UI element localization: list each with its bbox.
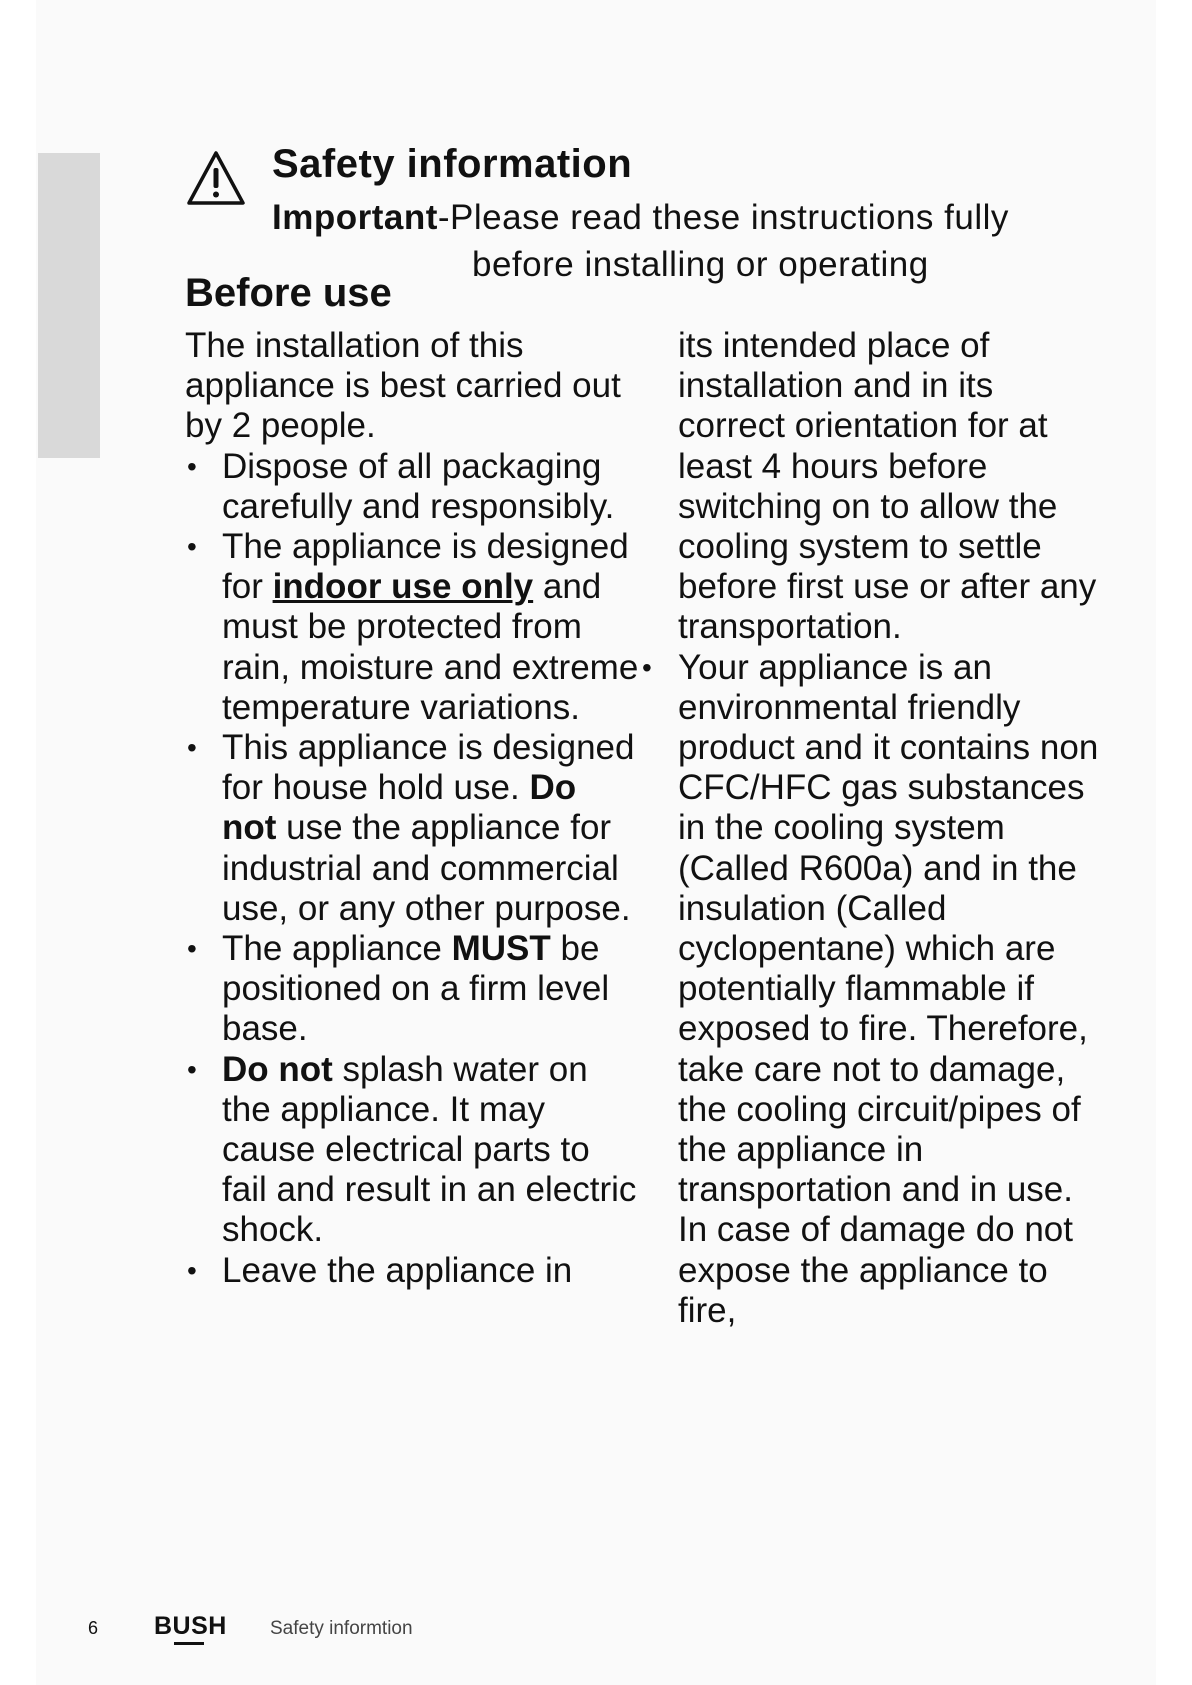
page-title: Safety information — [272, 142, 633, 186]
list-item — [185, 1251, 640, 1291]
bullet-icon: • — [187, 732, 197, 764]
intro-paragraph: The installation of this appliance is best carried out by 2 people. — [185, 326, 621, 446]
list-item-text: The appliance is designed for — [222, 527, 629, 607]
list-item-text: be positioned on a firm level base. — [222, 929, 610, 1049]
list-item-text: splash water on the appliance. It may cause electrical parts to fail and result in an electric shock. — [222, 1049, 637, 1250]
bullet-icon: • — [187, 450, 197, 482]
list-item-text: This appliance is designed for house hold use. — [222, 728, 635, 808]
emphasis-text: Do not — [222, 768, 577, 848]
list-item — [185, 1050, 640, 1251]
subtitle-line-1 — [272, 198, 1009, 238]
important-label: Important — [272, 198, 438, 237]
right-column — [642, 326, 1108, 1331]
list-item-text: Dispose of all packaging carefully and responsibly. — [222, 446, 615, 526]
subtitle-text: -Please read these instructions fully — [437, 198, 1009, 237]
page-footer — [0, 1610, 1192, 1646]
bullet-icon: • — [187, 531, 197, 563]
footer-section-label: Safety informtion — [270, 1618, 413, 1639]
emphasis-text: indoor use only — [272, 567, 534, 607]
list-item-text: Leave the appliance in — [222, 1250, 573, 1290]
list-item-text: Your appliance is an environmental friendly product and it contains non CFC/HFC gas substances in the cooling system (Called R600a) and in the insulation (Called cyclopentane) which are potentially flammable if exposed to fire. Therefore, take care not to damage, the cooling circuit/pipes of the appliance in transportation and in use. In case of damage do not expose the appliance to fire, — [678, 647, 1099, 1330]
list-item-text: use the appliance for industrial and commercial use, or any other purpose. — [222, 808, 631, 928]
list-item-text: and must be protected from rain, moisture and extreme temperature variations. — [222, 567, 639, 727]
emphasis-text: MUST — [451, 929, 551, 969]
list-item — [185, 728, 640, 929]
list-item — [185, 447, 640, 527]
bullet-icon: • — [187, 933, 197, 965]
section-heading: Before use — [185, 271, 392, 315]
bullet-icon: • — [642, 651, 652, 683]
page-number: 6 — [88, 1618, 99, 1638]
left-column — [185, 326, 640, 1291]
list-item — [642, 647, 1108, 1331]
brand-logo: BUSH — [154, 1612, 227, 1640]
bullet-icon: • — [187, 1053, 197, 1085]
bullet-list — [185, 447, 640, 1291]
side-tab-shape — [38, 153, 100, 458]
brand-logo-underline — [174, 1642, 204, 1645]
list-item — [185, 929, 640, 1050]
bullet-icon: • — [187, 1254, 197, 1286]
emphasis-text: Do not — [222, 1049, 333, 1089]
subtitle-line-2: before installing or operating — [472, 245, 929, 284]
list-item — [185, 527, 640, 728]
list-item-text: The appliance — [222, 929, 452, 969]
side-tab — [38, 153, 100, 458]
continuation-paragraph: its intended place of installation and in its correct orientation for at least 4 hours before switching on to allow the cooling system to settle before first use or after any transportation. — [678, 326, 1097, 647]
warning-icon — [186, 150, 246, 206]
